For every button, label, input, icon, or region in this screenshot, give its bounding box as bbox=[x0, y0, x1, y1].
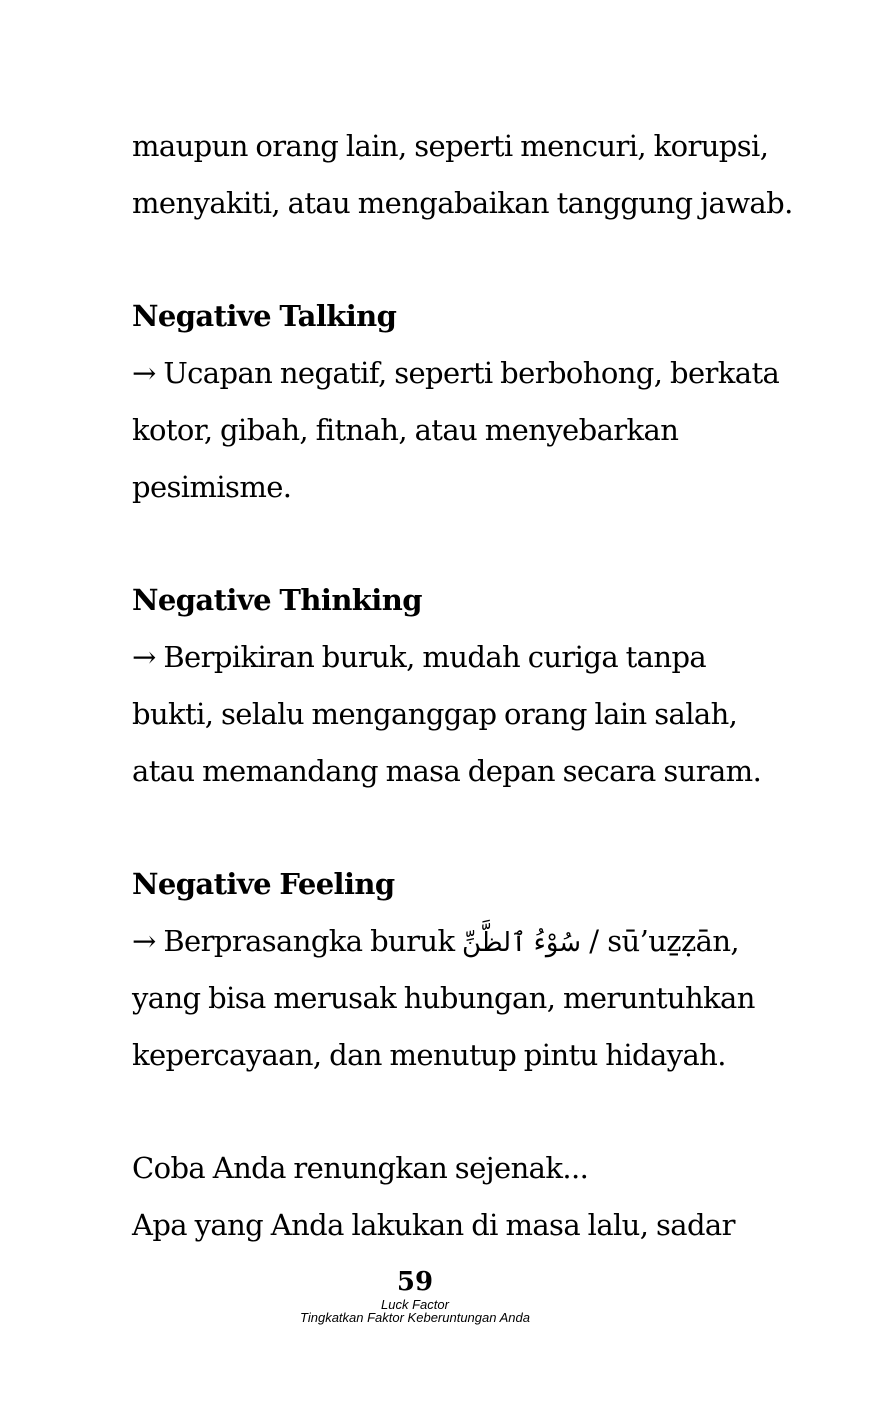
paragraph-spacer bbox=[132, 232, 832, 288]
talking-line-3: pesimisme. bbox=[132, 470, 292, 504]
heading-negative-talking: Negative Talking bbox=[132, 299, 397, 333]
talking-line-2: kotor, gibah, fitnah, atau menyebarkan bbox=[132, 413, 679, 447]
thinking-line-1: → Berpikiran buruk, mudah curiga tanpa bbox=[132, 640, 707, 674]
heading-negative-feeling: Negative Feeling bbox=[132, 867, 395, 901]
paragraph-spacer bbox=[132, 516, 832, 572]
feeling-line-2: yang bisa merusak hubungan, meruntuhkan bbox=[132, 981, 755, 1015]
feeling-line-3: kepercayaan, dan menutup pintu hidayah. bbox=[132, 1038, 726, 1072]
intro-line-2: menyakiti, atau mengabaikan tanggung jawab. bbox=[132, 186, 793, 220]
footer-book-title: Luck Factor bbox=[381, 1297, 449, 1312]
paragraph-spacer bbox=[132, 800, 832, 856]
closing-line-2: Apa yang Anda lakukan di masa lalu, sadar bbox=[132, 1208, 735, 1242]
closing-line-1: Coba Anda renungkan sejenak... bbox=[132, 1151, 589, 1185]
page-number: 59 bbox=[396, 1267, 434, 1297]
thinking-line-3: atau memandang masa depan secara suram. bbox=[132, 754, 762, 788]
page-body bbox=[132, 118, 832, 1254]
arabic-term: سُوْءُ ٱلظَّنِّ bbox=[462, 928, 582, 958]
thinking-line-2: bukti, selalu menganggap orang lain salah, bbox=[132, 697, 738, 731]
paragraph-spacer bbox=[132, 1084, 832, 1140]
intro-line-1: maupun orang lain, seperti mencuri, korupsi, bbox=[132, 129, 769, 163]
talking-line-1: → Ucapan negatif, seperti berbohong, berkata bbox=[132, 356, 780, 390]
footer-book-subtitle: Tingkatkan Faktor Keberuntungan Anda bbox=[300, 1310, 530, 1325]
feeling-line-1 bbox=[132, 913, 832, 970]
feeling-line-1-suffix: / sū’uẕẓān, bbox=[581, 924, 740, 958]
heading-negative-thinking: Negative Thinking bbox=[132, 583, 422, 617]
feeling-line-1-prefix: → Berprasangka buruk bbox=[132, 924, 463, 958]
